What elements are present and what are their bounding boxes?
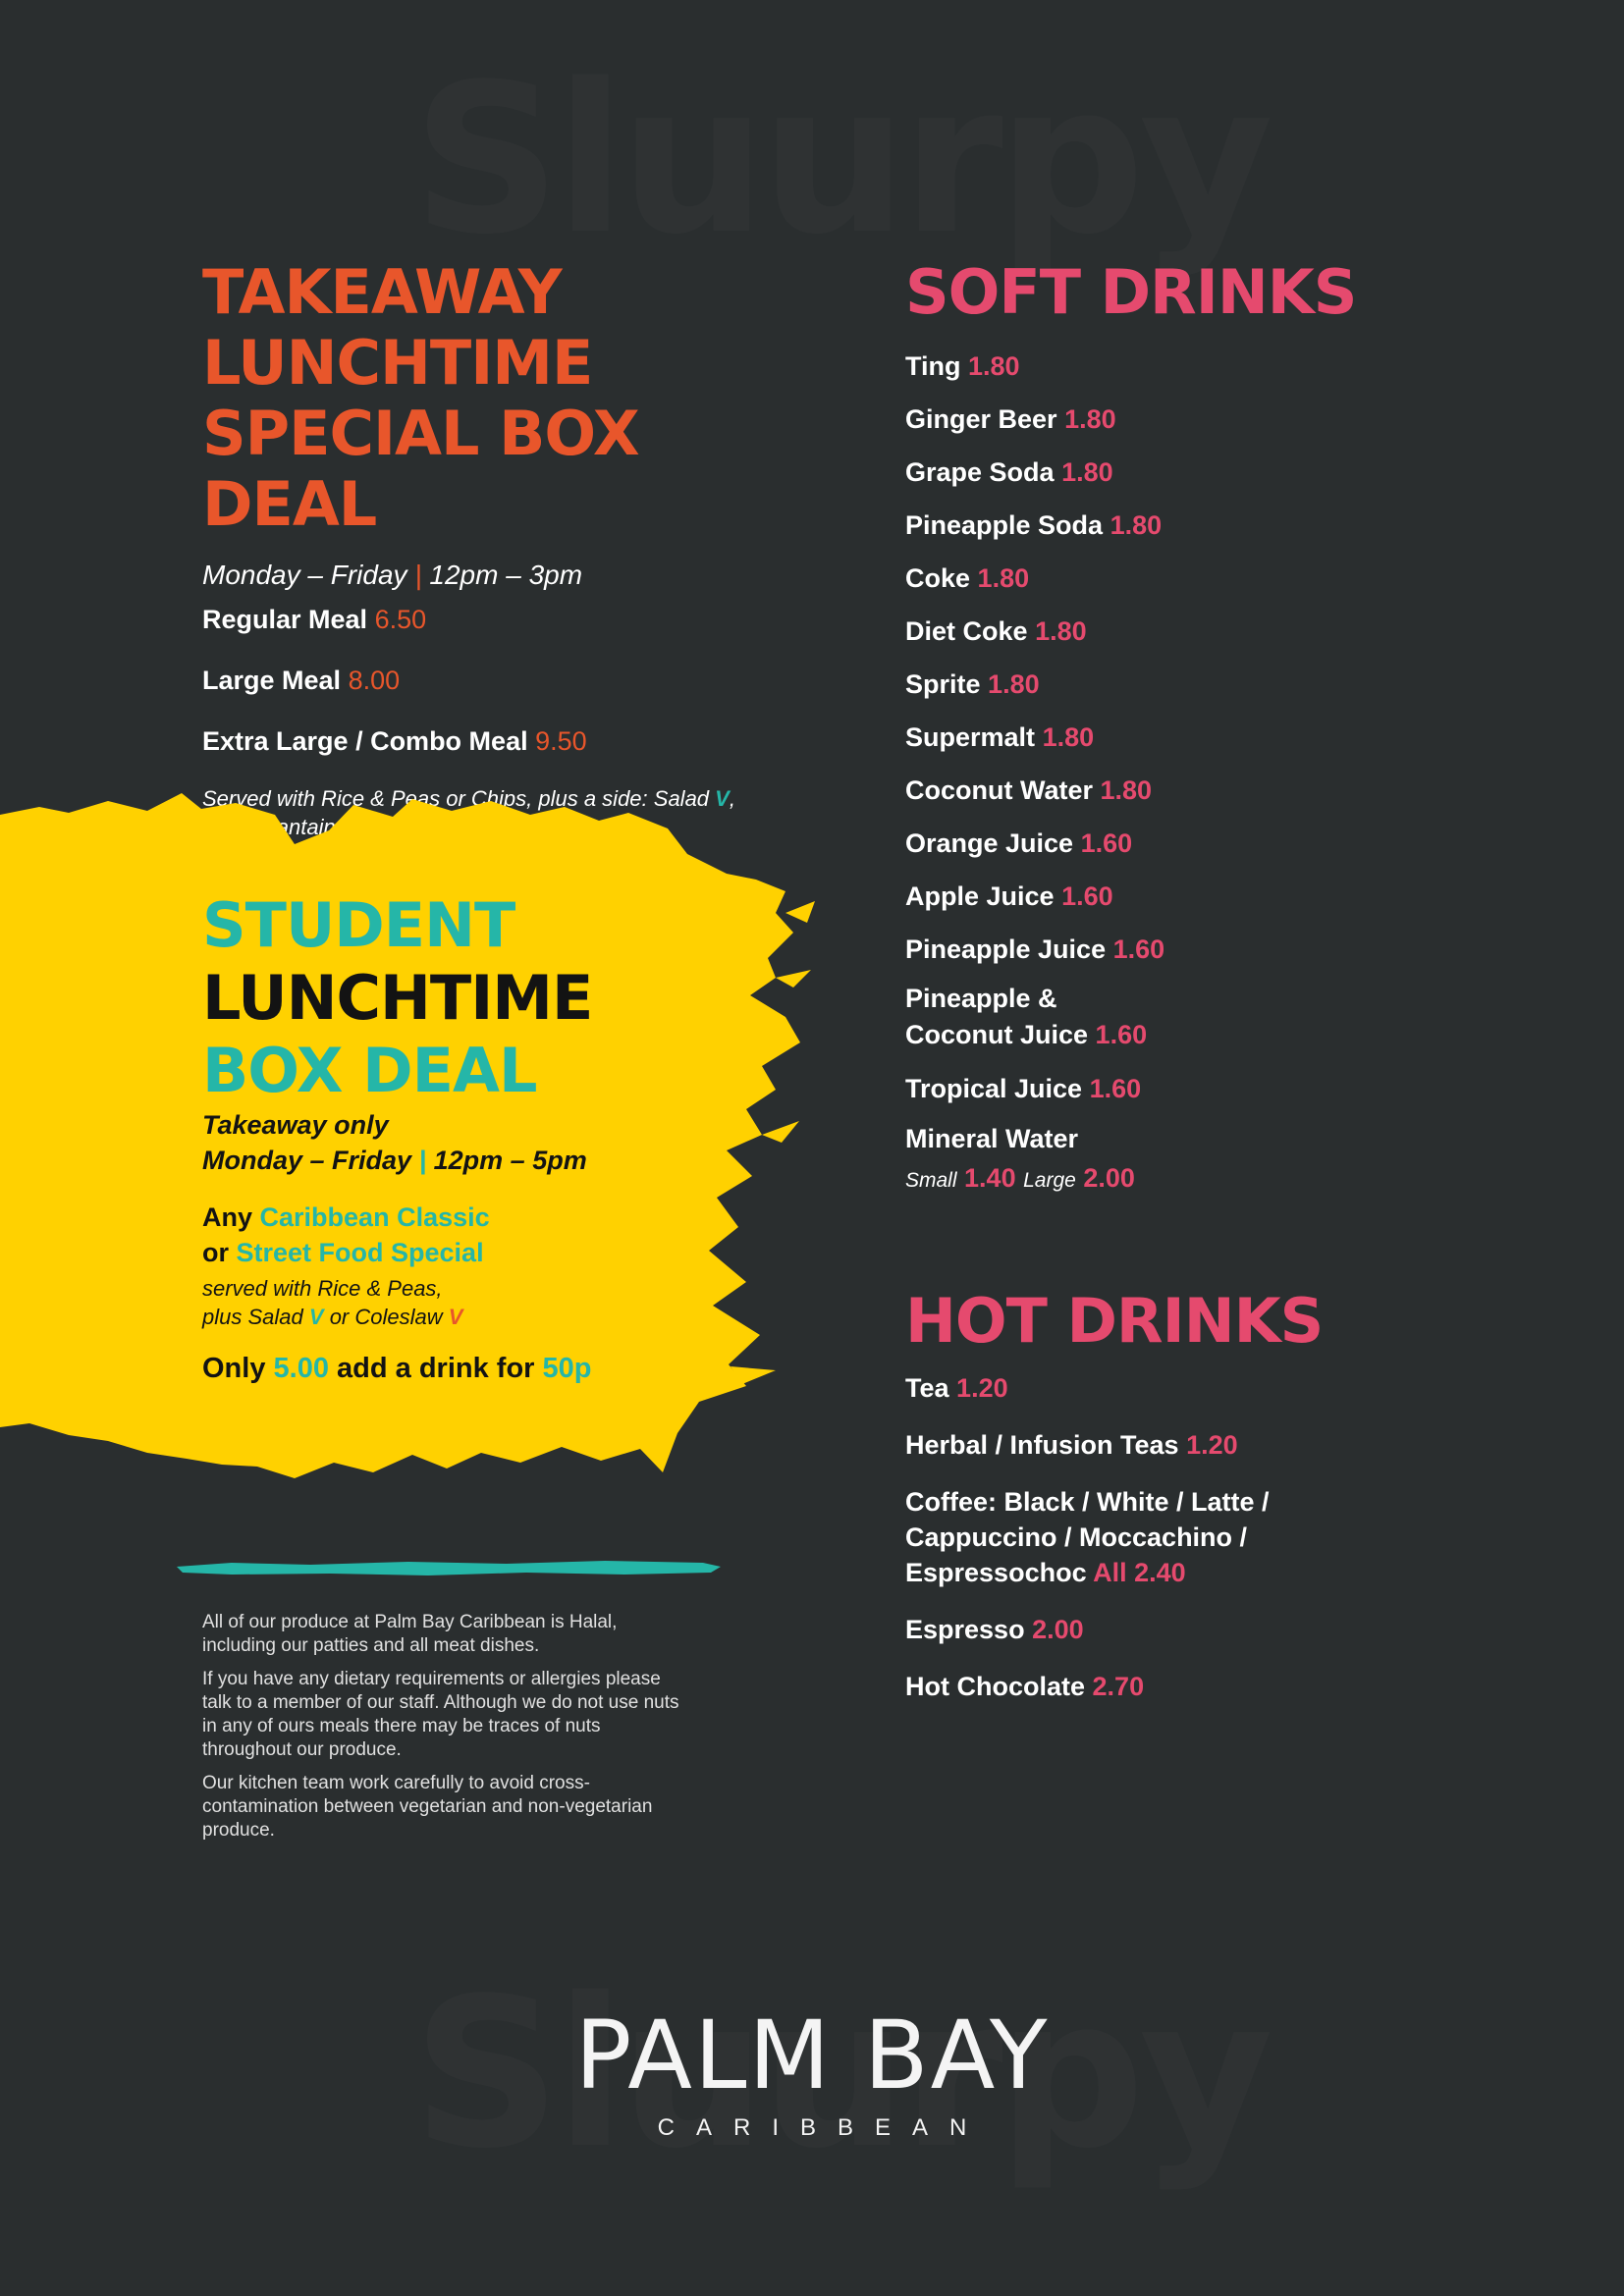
drink-item-mineral-water [905, 1119, 1455, 1201]
drink-item [905, 1669, 1455, 1704]
hot-drinks-section [905, 1286, 1455, 1704]
student-add-drink: add a drink for [337, 1353, 535, 1384]
lunch-days: Monday – Friday [202, 560, 407, 590]
student-deal-section [202, 889, 752, 1385]
meal-extra-large [202, 726, 831, 757]
drink-price: 1.80 [968, 351, 1020, 381]
drink-item [905, 393, 1455, 446]
drink-item [905, 764, 1455, 817]
student-title-line3: BOX DEAL [202, 1035, 537, 1106]
sides-line1: Served with Rice & Peas or Chips, plus a side: Salad [202, 786, 710, 811]
drink-price: 1.80 [1064, 404, 1116, 434]
drink-price: 1.60 [1061, 881, 1113, 911]
student-hours: 12pm – 5pm [433, 1146, 587, 1175]
teal-brush-divider [173, 1557, 725, 1580]
drink-name: Tropical Juice [905, 1074, 1083, 1103]
drink-price: All 2.40 [1093, 1558, 1186, 1587]
drink-price: 1.20 [956, 1373, 1008, 1403]
drink-name: Supermalt [905, 722, 1036, 752]
drink-item [905, 1370, 1455, 1406]
drink-price: 1.60 [1089, 1074, 1142, 1103]
drink-item [905, 605, 1455, 658]
drink-name: Ginger Beer [905, 404, 1057, 434]
drink-name: Espressochoc [905, 1558, 1087, 1587]
drink-price: 1.60 [1112, 934, 1165, 964]
drink-name: Pineapple & [905, 984, 1057, 1013]
drink-price: 1.80 [1061, 457, 1113, 487]
drink-name: Hot Chocolate [905, 1672, 1086, 1701]
vegetarian-v-icon: V [448, 1305, 463, 1329]
lunch-deal-section [202, 257, 831, 870]
drink-price: 1.80 [977, 563, 1030, 593]
size-label: Large [1023, 1169, 1076, 1192]
meal-price: 9.50 [535, 726, 587, 756]
drink-item [905, 1612, 1455, 1647]
student-sides [202, 1274, 752, 1331]
meal-large [202, 666, 831, 696]
size-label: Small [905, 1169, 957, 1192]
drink-item [905, 340, 1455, 393]
drink-price: 1.60 [1095, 1020, 1148, 1049]
student-served1: served with Rice & Peas, [202, 1276, 443, 1301]
lunch-deal-title [202, 257, 831, 540]
drink-item [905, 499, 1455, 552]
student-takeaway: Takeaway only [202, 1110, 389, 1140]
lunch-deal-title-line1: TAKEAWAY LUNCHTIME [202, 256, 593, 399]
kitchen-note: Our kitchen team work carefully to avoid cross-contamination between vegetarian and non-vegetarian produce. [202, 1773, 653, 1841]
drink-name: Apple Juice [905, 881, 1055, 911]
caribbean-classic-label: Caribbean Classic [259, 1202, 490, 1232]
lunch-separator: | [414, 560, 422, 590]
student-options [202, 1200, 752, 1270]
drink-price: 2.00 [1032, 1615, 1084, 1644]
drink-name: Coconut Water [905, 775, 1093, 805]
drink-price: 1.80 [1042, 722, 1095, 752]
meal-name: Extra Large / Combo Meal [202, 726, 528, 756]
drink-price: 2.00 [1083, 1163, 1135, 1193]
sides-comma: , [729, 786, 735, 811]
lunch-hours: 12pm – 3pm [429, 560, 583, 590]
drink-name: Sprite [905, 669, 981, 699]
student-drink-price: 50p [542, 1353, 592, 1384]
drink-name: Cappuccino / Moccachino / [905, 1522, 1248, 1552]
drink-name: Mineral Water [905, 1124, 1079, 1153]
drink-price: 2.70 [1092, 1672, 1145, 1701]
drink-item [905, 1062, 1455, 1115]
drink-item [905, 552, 1455, 605]
brand-logo [517, 2001, 1107, 2142]
soft-drinks-title: SOFT DRINKS [905, 256, 1357, 328]
student-only: Only [202, 1353, 266, 1384]
drink-price: 1.60 [1080, 828, 1133, 858]
drink-item-coffee [905, 1484, 1455, 1590]
halal-note: All of our produce at Palm Bay Caribbean is Halal, including our patties and all meat dishes. [202, 1612, 618, 1656]
drink-item [905, 711, 1455, 764]
drink-item [905, 923, 1455, 976]
drink-item [905, 1427, 1455, 1463]
drink-name: Pineapple Soda [905, 510, 1104, 540]
hot-drinks-list [905, 1370, 1455, 1704]
drink-name: Tea [905, 1373, 949, 1403]
student-title-line1: STUDENT [202, 889, 515, 961]
drink-price: 1.20 [1186, 1430, 1238, 1460]
student-days: Monday – Friday [202, 1146, 412, 1175]
drink-price: 1.80 [988, 669, 1040, 699]
dietary-notes [202, 1611, 683, 1852]
student-price: 5.00 [273, 1353, 329, 1384]
drink-item-pineapple-coconut [905, 981, 1455, 1053]
vegan-v-icon: V [308, 1305, 324, 1329]
drink-name: Pineapple Juice [905, 934, 1107, 964]
drink-item [905, 446, 1455, 499]
drink-item [905, 870, 1455, 923]
drink-price: 1.80 [1110, 510, 1163, 540]
drink-price: 1.80 [1100, 775, 1153, 805]
drink-item [905, 658, 1455, 711]
street-food-label: Street Food Special [236, 1238, 484, 1267]
soft-drinks-section [905, 257, 1455, 1201]
student-schedule [202, 1107, 752, 1178]
drink-name: Coffee: Black / White / Latte / [905, 1487, 1270, 1517]
hot-drinks-title: HOT DRINKS [905, 1285, 1324, 1357]
student-any: Any [202, 1202, 253, 1232]
drink-name: Grape Soda [905, 457, 1055, 487]
allergy-note: If you have any dietary requirements or allergies please talk to a member of our staff. Although we do not use nuts in any of ours meals there may be traces of nuts throughout our produce. [202, 1669, 679, 1760]
student-title-line2: LUNCHTIME [202, 962, 593, 1034]
student-separator: | [418, 1146, 427, 1175]
drink-item [905, 817, 1455, 870]
lunch-deal-hours [202, 560, 831, 591]
drink-price: 1.80 [1035, 616, 1087, 646]
watermark-top [412, 39, 1268, 280]
meal-name: Regular Meal [202, 605, 368, 634]
student-price-line [202, 1353, 752, 1385]
vegan-v-icon: V [715, 786, 730, 811]
meal-price: 6.50 [374, 605, 427, 634]
drink-name: Ting [905, 351, 961, 381]
drink-price: 1.40 [964, 1163, 1016, 1193]
student-served2b: or Coleslaw [329, 1305, 443, 1329]
drink-name: Orange Juice [905, 828, 1074, 858]
meal-price: 8.00 [348, 666, 401, 695]
lunch-deal-title-line2: SPECIAL BOX DEAL [202, 398, 639, 540]
drink-name: Espresso [905, 1615, 1025, 1644]
drink-name: Diet Coke [905, 616, 1028, 646]
student-or: or [202, 1238, 229, 1267]
meal-regular [202, 605, 831, 635]
drink-name: Coke [905, 563, 971, 593]
soft-drinks-list [905, 340, 1455, 1201]
brand-name: PALM BAY [574, 2001, 1050, 2110]
brand-sub: CARIBBEAN [657, 2114, 989, 2141]
student-served2a: plus Salad [202, 1305, 303, 1329]
drink-name: Coconut Juice [905, 1020, 1089, 1049]
meal-name: Large Meal [202, 666, 342, 695]
drink-name: Herbal / Infusion Teas [905, 1430, 1179, 1460]
